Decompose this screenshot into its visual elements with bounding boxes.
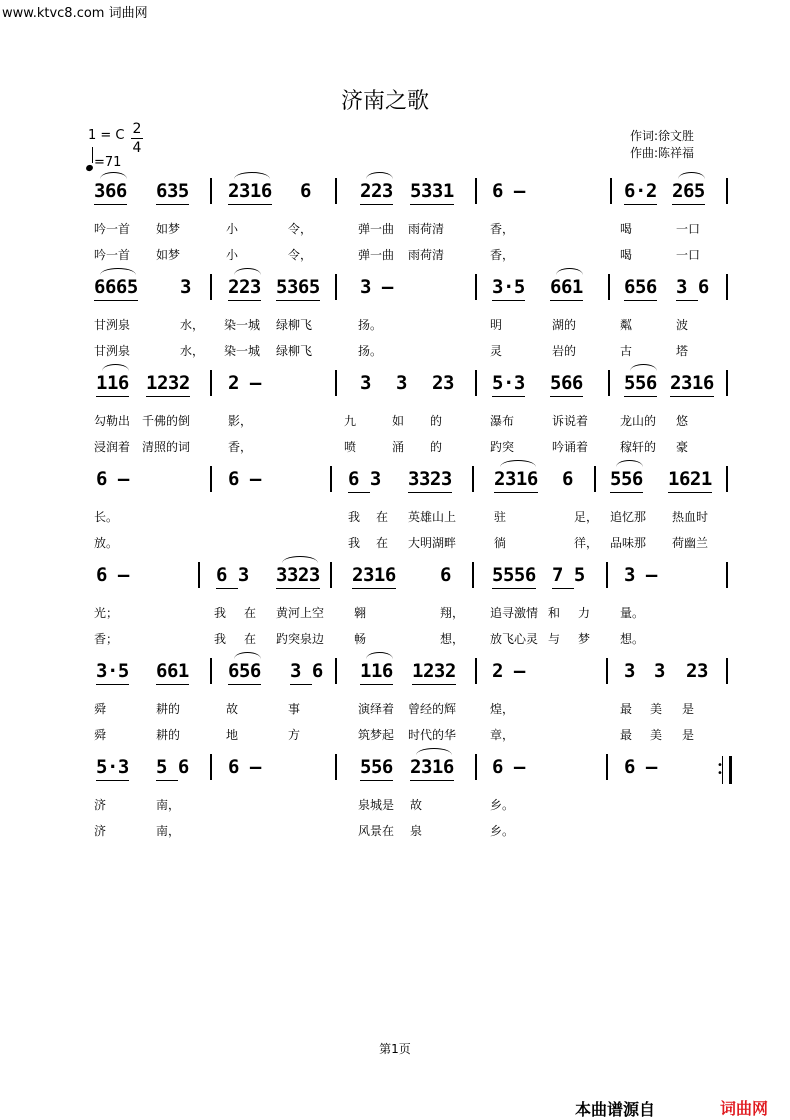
- lyric-verse-1: 染一城: [224, 318, 261, 332]
- lyric-verse-2: 是: [682, 728, 695, 742]
- slur-mark: [416, 748, 452, 755]
- note-group: 3·5: [96, 660, 129, 682]
- lyric-verse-2: 南，: [156, 824, 181, 838]
- lyric-verse-1: 最: [620, 702, 633, 716]
- barline: [594, 466, 596, 492]
- lyric-verse-1: 足，: [574, 510, 599, 524]
- barline: [335, 274, 337, 300]
- note-group: 6 3: [216, 564, 249, 586]
- note-group: 6 –: [492, 756, 525, 778]
- lyric-verse-1: 煌，: [490, 702, 515, 716]
- lyric-verse-1: 雨荷清: [408, 222, 445, 236]
- lyric-verse-1: 乡。: [490, 798, 515, 812]
- lyric-verse-1: 故: [410, 798, 423, 812]
- final-barline: [722, 756, 732, 784]
- lyric-verse-1: 吟一首: [94, 222, 131, 236]
- note-group: 3: [654, 660, 665, 682]
- lyric-verse-1: 诉说着: [552, 414, 589, 428]
- barline: [606, 658, 608, 684]
- note-group: 6 –: [96, 468, 129, 490]
- note-group: 6 –: [228, 756, 261, 778]
- note-group: 3323: [276, 564, 320, 586]
- note-group: 6: [300, 180, 311, 202]
- lyric-verse-1: 影，: [228, 414, 253, 428]
- note-group: 7 5: [552, 564, 585, 586]
- note-group: 5556: [492, 564, 536, 586]
- beam-line: [228, 300, 261, 301]
- lyric-verse-1: 我: [214, 606, 227, 620]
- note-group: 23: [686, 660, 708, 682]
- lyric-verse-2: 甘洌泉: [94, 344, 131, 358]
- slur-mark: [100, 268, 136, 275]
- lyric-verse-1: 悠: [676, 414, 689, 428]
- note-group: 223: [228, 276, 261, 298]
- lyric-verse-2: 清照的词: [142, 440, 191, 454]
- note-group: 661: [550, 276, 583, 298]
- lyric-verse-2: 风景在: [358, 824, 395, 838]
- barline: [726, 466, 728, 492]
- barline: [475, 754, 477, 780]
- lyric-verse-2: 方: [288, 728, 301, 742]
- barline: [472, 466, 474, 492]
- lyric-verse-1: 耕的: [156, 702, 181, 716]
- lyric-verse-2: 喝: [620, 248, 633, 262]
- lyric-verse-2: 梦: [578, 632, 591, 646]
- beam-line: [494, 492, 538, 493]
- slur-mark: [102, 364, 129, 371]
- lyric-verse-1: 在: [376, 510, 389, 524]
- lyric-verse-2: 染一城: [224, 344, 261, 358]
- lyric-verse-1: 翱: [354, 606, 367, 620]
- note-group: 2316: [352, 564, 396, 586]
- tempo-marking: [86, 150, 121, 170]
- note-group: 556: [610, 468, 643, 490]
- note-group: 5·3: [492, 372, 525, 394]
- lyric-verse-1: 湖的: [552, 318, 577, 332]
- beam-line: [668, 492, 712, 493]
- slur-mark: [234, 172, 270, 179]
- lyric-verse-1: 力: [578, 606, 591, 620]
- lyric-verse-1: 扬。: [358, 318, 383, 332]
- lyric-verse-2: 的: [430, 440, 443, 454]
- lyric-verse-2: 水，: [180, 344, 205, 358]
- lyric-verse-2: 筑梦起: [358, 728, 395, 742]
- beam-line: [276, 588, 320, 589]
- slur-mark: [556, 268, 583, 275]
- barline: [330, 466, 332, 492]
- barline: [210, 274, 212, 300]
- lyric-verse-1: 是: [682, 702, 695, 716]
- beam-line: [610, 492, 643, 493]
- quarter-note-icon: [85, 164, 94, 172]
- note-group: 366: [94, 180, 127, 202]
- lyric-verse-2: 令，: [288, 248, 313, 262]
- slur-mark: [282, 556, 318, 563]
- beam-line: [360, 780, 393, 781]
- lyric-verse-1: 我: [348, 510, 361, 524]
- site-watermark: www.ktvc8.com 词曲网: [2, 6, 148, 21]
- barline: [335, 754, 337, 780]
- beam-line: [624, 396, 657, 397]
- barline: [726, 658, 728, 684]
- note-group: 6·2: [624, 180, 657, 202]
- beam-line: [492, 396, 525, 397]
- lyric-verse-2: 徜: [494, 536, 507, 550]
- lyric-verse-2: 荷幽兰: [672, 536, 709, 550]
- lyric-verse-2: 济: [94, 824, 107, 838]
- beam-line: [410, 780, 454, 781]
- beam-line: [146, 396, 190, 397]
- barline: [475, 178, 477, 204]
- slur-mark: [500, 460, 536, 467]
- beam-line: [156, 780, 178, 781]
- barline: [475, 658, 477, 684]
- note-group: 6 –: [624, 756, 657, 778]
- note-group: 5 6: [156, 756, 189, 778]
- time-signature: [130, 120, 144, 157]
- lyric-verse-2: 最: [620, 728, 633, 742]
- note-group: 1232: [412, 660, 456, 682]
- note-group: 6665: [94, 276, 138, 298]
- time-sig-bottom: 4: [132, 140, 142, 156]
- lyric-verse-2: 浸润着: [94, 440, 131, 454]
- note-group: 2 –: [228, 372, 261, 394]
- lyric-verse-2: 趵突: [490, 440, 515, 454]
- note-group: 3 6: [676, 276, 709, 298]
- note-group: 556: [624, 372, 657, 394]
- lyric-verse-2: 吟诵着: [552, 440, 589, 454]
- beam-line: [290, 684, 312, 685]
- lyric-verse-1: 喝: [620, 222, 633, 236]
- note-group: 5365: [276, 276, 320, 298]
- barline: [210, 370, 212, 396]
- beam-line: [96, 684, 129, 685]
- lyric-verse-1: 在: [244, 606, 257, 620]
- credits: [630, 128, 694, 162]
- slur-mark: [616, 460, 643, 467]
- beam-line: [360, 204, 393, 205]
- beam-line: [156, 684, 189, 685]
- note-group: 656: [228, 660, 261, 682]
- barline: [726, 178, 728, 204]
- barline: [726, 370, 728, 396]
- lyric-verse-1: 九: [344, 414, 357, 428]
- time-sig-top: 2: [132, 121, 142, 137]
- lyric-verse-1: 的: [430, 414, 443, 428]
- note-group: 6 –: [492, 180, 525, 202]
- note-group: 3323: [408, 468, 452, 490]
- note-group: 3 –: [624, 564, 657, 586]
- beam-line: [348, 492, 370, 493]
- note-group: 23: [432, 372, 454, 394]
- lyric-verse-1: 和: [548, 606, 561, 620]
- barline: [210, 178, 212, 204]
- lyric-verse-2: 美: [650, 728, 663, 742]
- note-group: 656: [624, 276, 657, 298]
- lyric-verse-2: 雨荷清: [408, 248, 445, 262]
- lyric-verse-1: 故: [226, 702, 239, 716]
- note-group: 223: [360, 180, 393, 202]
- lyric-verse-2: 灵: [490, 344, 503, 358]
- lyric-verse-1: 如: [392, 414, 405, 428]
- lyric-verse-2: 舜: [94, 728, 107, 742]
- lyric-verse-2: 古: [620, 344, 633, 358]
- barline: [335, 178, 337, 204]
- note-group: 3: [360, 372, 371, 394]
- note-group: 5331: [410, 180, 454, 202]
- beam-line: [492, 588, 536, 589]
- key-signature: 1 = C: [88, 128, 125, 143]
- lyric-verse-2: 在: [244, 632, 257, 646]
- lyric-verse-2: 在: [376, 536, 389, 550]
- note-group: 5·3: [96, 756, 129, 778]
- lyric-verse-1: 长。: [94, 510, 119, 524]
- beam-line: [408, 492, 452, 493]
- slur-mark: [630, 364, 657, 371]
- lyric-verse-2: 泉: [410, 824, 423, 838]
- lyric-verse-2: 喷: [344, 440, 357, 454]
- beam-line: [276, 300, 320, 301]
- lyric-verse-1: 南，: [156, 798, 181, 812]
- note-group: 3 –: [360, 276, 393, 298]
- note-group: 2316: [228, 180, 272, 202]
- lyric-verse-2: 香；: [94, 632, 119, 646]
- lyric-verse-1: 黄河上空: [276, 606, 325, 620]
- lyric-verse-2: 地: [226, 728, 239, 742]
- note-group: 1621: [668, 468, 712, 490]
- lyric-verse-2: 与: [548, 632, 561, 646]
- beam-line: [624, 300, 657, 301]
- beam-line: [156, 204, 189, 205]
- tempo-value: =71: [94, 155, 122, 170]
- lyric-verse-2: 岩的: [552, 344, 577, 358]
- lyric-verse-1: 香，: [490, 222, 515, 236]
- lyric-verse-2: 放飞心灵: [490, 632, 539, 646]
- lyric-verse-1: 量。: [620, 606, 645, 620]
- lyric-verse-2: 香，: [228, 440, 253, 454]
- lyric-verse-1: 小: [226, 222, 239, 236]
- lyric-verse-2: 耕的: [156, 728, 181, 742]
- lyric-verse-1: 明: [490, 318, 503, 332]
- song-title: 济南之歌: [340, 89, 429, 114]
- lyric-verse-1: 驻: [494, 510, 507, 524]
- barline: [210, 466, 212, 492]
- source-label: 本曲谱源自: [575, 1100, 656, 1119]
- barline: [335, 658, 337, 684]
- beam-line: [352, 588, 396, 589]
- barline: [608, 370, 610, 396]
- beam-line: [96, 780, 129, 781]
- note-group: 116: [360, 660, 393, 682]
- lyric-verse-2: 扬。: [358, 344, 383, 358]
- barline: [726, 562, 728, 588]
- barline: [606, 562, 608, 588]
- lyric-verse-1: 一口: [676, 222, 701, 236]
- lyric-verse-1: 龙山的: [620, 414, 657, 428]
- lyric-verse-2: 我: [214, 632, 227, 646]
- lyric-verse-1: 勾勒出: [94, 414, 131, 428]
- lyric-verse-1: 绿柳飞: [276, 318, 313, 332]
- slur-mark: [366, 172, 393, 179]
- lyric-verse-2: 我: [348, 536, 361, 550]
- lyric-verse-1: 水，: [180, 318, 205, 332]
- note-group: 2316: [670, 372, 714, 394]
- lyric-verse-2: 弹一曲: [358, 248, 395, 262]
- lyric-verse-1: 瀑布: [490, 414, 515, 428]
- barline: [610, 178, 612, 204]
- lyric-verse-1: 甘洌泉: [94, 318, 131, 332]
- barline: [475, 370, 477, 396]
- beam-line: [624, 204, 657, 205]
- lyric-verse-2: 涌: [392, 440, 405, 454]
- note-group: 661: [156, 660, 189, 682]
- lyric-verse-2: 畅: [354, 632, 367, 646]
- beam-line: [410, 204, 454, 205]
- lyric-verse-1: 光；: [94, 606, 119, 620]
- note-group: 3 6: [290, 660, 323, 682]
- lyric-verse-2: 放。: [94, 536, 119, 550]
- lyric-verse-1: 如梦: [156, 222, 181, 236]
- note-group: 6 –: [228, 468, 261, 490]
- site-logo: 词曲网: [720, 1099, 769, 1118]
- composer: 作曲:陈祥福: [630, 146, 695, 160]
- note-group: 635: [156, 180, 189, 202]
- lyric-verse-2: 想。: [620, 632, 645, 646]
- slur-mark: [366, 652, 393, 659]
- lyric-verse-1: 济: [94, 798, 107, 812]
- beam-line: [672, 204, 705, 205]
- lyric-verse-1: 翔，: [440, 606, 465, 620]
- lyric-verse-2: 香，: [490, 248, 515, 262]
- note-group: 2316: [410, 756, 454, 778]
- note-group: 1232: [146, 372, 190, 394]
- beam-line: [670, 396, 714, 397]
- beam-line: [228, 204, 272, 205]
- lyric-verse-2: 如梦: [156, 248, 181, 262]
- beam-line: [216, 588, 238, 589]
- beam-line: [94, 300, 138, 301]
- slur-mark: [234, 652, 261, 659]
- beam-line: [552, 588, 574, 589]
- slur-mark: [234, 268, 261, 275]
- lyric-verse-2: 大明湖畔: [408, 536, 457, 550]
- barline: [335, 370, 337, 396]
- beam-line: [94, 204, 127, 205]
- lyric-verse-2: 时代的华: [408, 728, 457, 742]
- note-group: 3: [180, 276, 191, 298]
- lyric-verse-1: 演绎着: [358, 702, 395, 716]
- barline: [726, 274, 728, 300]
- lyric-verse-1: 曾经的辉: [408, 702, 457, 716]
- lyric-verse-2: 豪: [676, 440, 689, 454]
- lyric-verse-2: 一口: [676, 248, 701, 262]
- note-group: 6 3: [348, 468, 381, 490]
- note-group: 556: [360, 756, 393, 778]
- beam-line: [550, 396, 583, 397]
- note-group: 3·5: [492, 276, 525, 298]
- note-group: 3: [396, 372, 407, 394]
- lyric-verse-1: 舜: [94, 702, 107, 716]
- lyric-verse-1: 令，: [288, 222, 313, 236]
- beam-line: [96, 396, 129, 397]
- note-group: 2316: [494, 468, 538, 490]
- lyric-verse-1: 事: [288, 702, 301, 716]
- lyric-verse-2: 吟一首: [94, 248, 131, 262]
- note-group: 6: [440, 564, 451, 586]
- lyric-verse-2: 想，: [440, 632, 465, 646]
- note-group: 6: [562, 468, 573, 490]
- beam-line: [492, 300, 525, 301]
- lyric-verse-1: 千佛的倒: [142, 414, 191, 428]
- barline: [198, 562, 200, 588]
- slur-mark: [100, 172, 127, 179]
- lyric-verse-2: 塔: [676, 344, 689, 358]
- beam-line: [412, 684, 456, 685]
- barline: [608, 274, 610, 300]
- note-group: 265: [672, 180, 705, 202]
- barline: [475, 274, 477, 300]
- note-group: 566: [550, 372, 583, 394]
- lyric-verse-1: 波: [676, 318, 689, 332]
- lyric-verse-2: 徉，: [574, 536, 599, 550]
- lyricist: 作词:徐文胜: [630, 129, 695, 143]
- lyric-verse-2: 小: [226, 248, 239, 262]
- lyric-verse-2: 稼轩的: [620, 440, 657, 454]
- lyric-verse-1: 英雄山上: [408, 510, 457, 524]
- lyric-verse-1: 泉城是: [358, 798, 395, 812]
- lyric-verse-1: 粼: [620, 318, 633, 332]
- barline: [330, 562, 332, 588]
- beam-line: [676, 300, 698, 301]
- lyric-verse-1: 追忆那: [610, 510, 647, 524]
- slur-mark: [678, 172, 705, 179]
- barline: [472, 562, 474, 588]
- barline: [606, 754, 608, 780]
- note-group: 6 –: [96, 564, 129, 586]
- lyric-verse-1: 美: [650, 702, 663, 716]
- beam-line: [550, 300, 583, 301]
- lyric-verse-2: 章，: [490, 728, 515, 742]
- page-number: 第1页: [379, 1042, 411, 1056]
- beam-line: [360, 684, 393, 685]
- lyric-verse-2: 趵突泉边: [276, 632, 325, 646]
- lyric-verse-2: 品味那: [610, 536, 647, 550]
- lyric-verse-1: 弹一曲: [358, 222, 395, 236]
- beam-line: [228, 684, 261, 685]
- note-group: 3: [624, 660, 635, 682]
- note-group: 116: [96, 372, 129, 394]
- barline: [210, 754, 212, 780]
- note-group: 2 –: [492, 660, 525, 682]
- lyric-verse-1: 热血时: [672, 510, 709, 524]
- lyric-verse-1: 追寻激情: [490, 606, 539, 620]
- barline: [210, 658, 212, 684]
- lyric-verse-2: 乡。: [490, 824, 515, 838]
- lyric-verse-2: 绿柳飞: [276, 344, 313, 358]
- repeat-dots: • •: [717, 760, 723, 779]
